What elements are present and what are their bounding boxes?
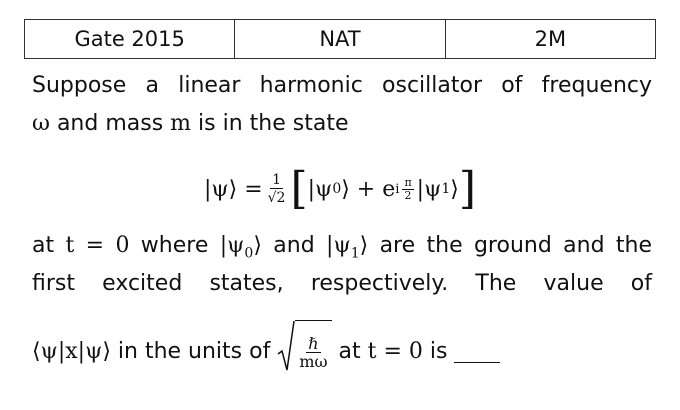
m-omega: mω bbox=[299, 351, 328, 371]
hbar-symbol: ℏ bbox=[308, 333, 319, 353]
question-meta-table bbox=[24, 19, 656, 59]
normalization-fraction: $\frac{1}{√2}$ bbox=[267, 171, 286, 206]
question-line-1: Suppose a linear harmonic oscillator of frequency bbox=[32, 73, 652, 98]
omega-symbol: ω bbox=[32, 111, 50, 136]
phase-exponent: i $\frac{\pi}{2}$ bbox=[395, 175, 412, 202]
unit-sqrt bbox=[277, 320, 331, 383]
answer-blank bbox=[454, 340, 500, 363]
question-line-3: at t = 0 where $|\psi_0⟩$ and $|\psi_1⟩$ are the ground and the bbox=[32, 233, 652, 262]
question-line-5: ⟨ψ|x|ψ⟩ in the units of $\frac{\text{ℏ}}{m\omega}$ at t = 0 is bbox=[32, 320, 652, 383]
radical-sign-icon bbox=[277, 320, 295, 372]
right-bracket: ] bbox=[458, 163, 477, 214]
question-line-2: ω and mass m is in the state bbox=[32, 111, 349, 136]
question-type-cell: NAT bbox=[235, 20, 445, 59]
exam-cell: Gate 2015 bbox=[25, 20, 235, 59]
state-equation: |ψ⟩ = $\frac{1}{√2}$ [ |ψ 0 ⟩ + e i $\frac{\pi}{2}$ |ψ 1 ⟩ ] bbox=[203, 163, 477, 214]
expectation-value: ⟨ψ|x|ψ⟩ bbox=[32, 338, 111, 364]
left-bracket: [ bbox=[290, 163, 308, 214]
mass-symbol: m bbox=[170, 111, 192, 136]
question-line-4: first excited states, respectively. The value of bbox=[32, 271, 652, 296]
marks-cell: 2M bbox=[445, 20, 655, 59]
